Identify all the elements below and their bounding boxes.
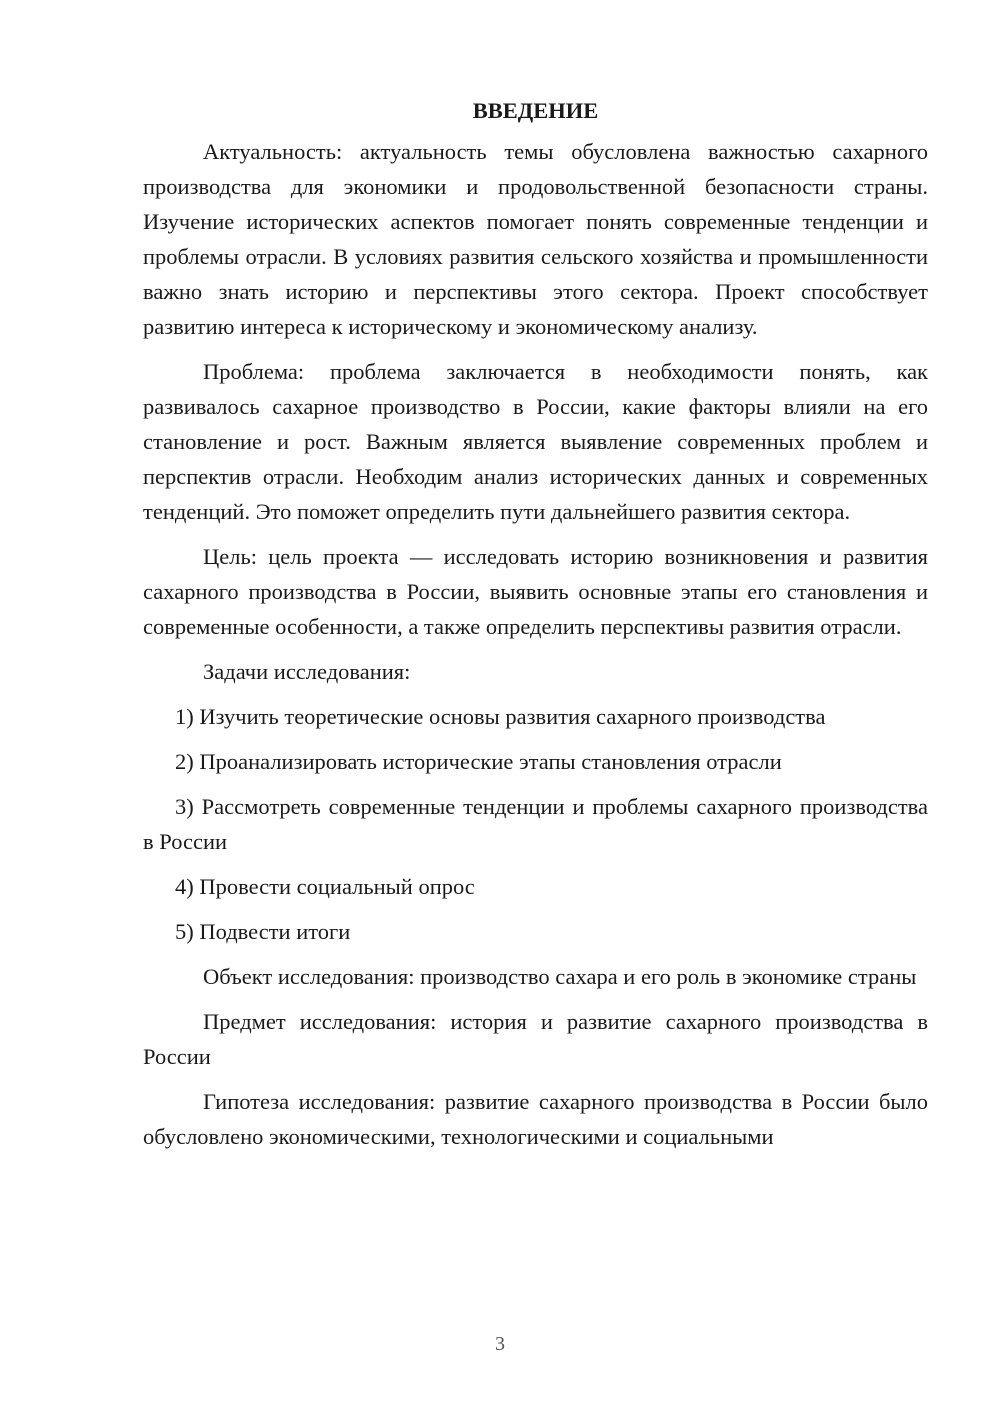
task-item-3: 3) Рассмотреть современные тенденции и проблемы сахарного производства в России xyxy=(143,794,928,854)
task-item-4: 4) Провести социальный опрос xyxy=(175,874,475,899)
paragraph-goal: Цель: цель проекта — исследовать историю возникновения и развития сахарного производства в России, выявить основные этапы его становления и современные особенности, а также определить перспективы развития отрасли. xyxy=(143,544,928,639)
page-title: ВВЕДЕНИЕ xyxy=(472,98,599,123)
paragraph-object: Объект исследования: производство сахара и его роль в экономике страны xyxy=(203,964,917,989)
task-item-1: 1) Изучить теоретические основы развития сахарного производства xyxy=(175,704,826,729)
paragraph-hypothesis: Гипотеза исследования: развитие сахарного производства в России было обусловлено экономическими, технологическими и социальными xyxy=(143,1089,928,1149)
tasks-heading: Задачи исследования: xyxy=(203,659,411,684)
paragraph-problem: Проблема: проблема заключается в необходимости понять, как развивалось сахарное производство в России, какие факторы влияли на его становление и рост. Важным является выявление современных проблем и перспектив отрасли. Необходим анализ исторических данных и современных тенденций. Это поможет определить пути дальнейшего развития сектора. xyxy=(143,359,928,524)
page-number: 3 xyxy=(495,1333,505,1355)
page-content xyxy=(143,93,928,1164)
paragraph-relevance: Актуальность: актуальность темы обусловлена важностью сахарного производства для экономики и продовольственной безопасности страны. Изучение исторических аспектов помогает понять современные тенденции и проблемы отрасли. В условиях развития сельского хозяйства и промышленности важно знать историю и перспективы этого сектора. Проект способствует развитию интереса к историческому и экономическому анализу. xyxy=(143,139,928,339)
task-item-5: 5) Подвести итоги xyxy=(175,919,351,944)
paragraph-subject: Предмет исследования: история и развитие сахарного производства в России xyxy=(143,1009,928,1069)
task-item-2: 2) Проанализировать исторические этапы становления отрасли xyxy=(175,749,782,774)
